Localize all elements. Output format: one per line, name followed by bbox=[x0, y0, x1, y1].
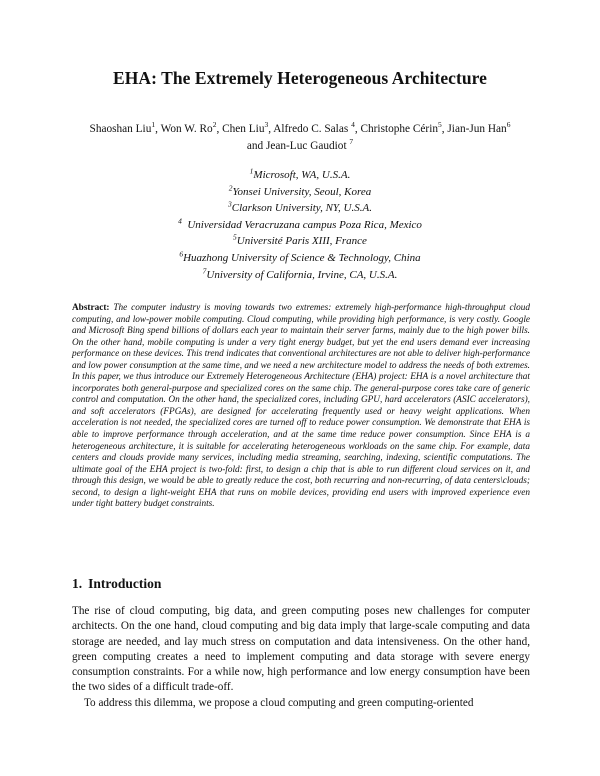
author: Christophe Cérin$^5$ bbox=[360, 120, 442, 135]
author: Jian-Jun Han$^6$ bbox=[447, 120, 511, 135]
affiliation: $^6$Huazhong University of Science & Technology, China bbox=[179, 249, 421, 264]
author: Won W. Ro$^2$ bbox=[160, 120, 217, 135]
affiliation: $^7$University of California, Irvine, CA, U.S.A. bbox=[202, 265, 398, 281]
abstract bbox=[72, 303, 530, 511]
affiliation: $^3$Clarkson University, NY, U.S.A. bbox=[228, 199, 372, 215]
section-title: Introduction bbox=[88, 576, 162, 591]
paragraph: To address this dilemma, we propose a cloud computing and green computing-oriented bbox=[84, 696, 474, 709]
author: Alfredo C. Salas $^4$ bbox=[273, 120, 355, 135]
introduction-body bbox=[72, 604, 530, 711]
affiliation: $^4$ Universidad Veracruzana campus Poza Rica, Mexico bbox=[178, 216, 422, 231]
paper-title: EHA: The Extremely Heterogeneous Architecture bbox=[113, 68, 487, 88]
section-heading bbox=[72, 576, 161, 592]
paragraph: The rise of cloud computing, big data, and green computing poses new challenges for computer architects. On the one hand, cloud computing and big data imply that large-scale computing and data storage are needed, and lay much stress on computation and data intensiveness. On the other hand, green computing creates a need to implement computing and data storage with severe energy consumption constraints. For a while now, high performance and low energy consumption have been the two sides of a difficult trade-off. bbox=[72, 605, 530, 694]
affiliation: $^2$Yonsei University, Seoul, Korea bbox=[228, 182, 372, 198]
author-joiner: and bbox=[246, 140, 264, 152]
abstract-text: The computer industry is moving towards two extremes: extremely high-performance high-throughput cloud computing, and low-power mobile computing. Cloud computing, while providing high performance, is very costly. Google and Microsoft Bing spend billions of dollars each year to maintain their server farms, mainly due to the high power bills. On the other hand, mobile computing is under a very tight energy budget, but yet the end users demand ever increasing performance on these devices. This trend indicates that conventional architectures are not able to deliver high-performance and low power consumption at the same time, and we need a new architecture model to address the needs of both extremes. In this paper, we thus introduce our Extremely Heterogeneous Architecture (EHA) project: EHA is a novel architecture that incorporates both general-purpose and specialized cores on the same chip. The general-purpose cores take care of generic control and computation. On the other hand, the specialized cores, including GPU, hard accelerators (ASIC accelerators), and soft accelerators (FPGAs), are designed for accelerating frequently used or heavy weight applications. When acceleration is not needed, the specialized cores are turned off to reduce power consumption. We demonstrate that EHA is able to improve performance through acceleration, and at the same time reduce power consumption. Since EHA is a heterogeneous architecture, it is suitable for accelerating heterogeneous workloads on the same chip. For example, data centers and clouds provide many services, including media streaming, searching, indexing, scientific computations. The ultimate goal of the EHA project is two-fold: first, to design a chip that is able to run different cloud services on it, and through this design, we would be able to greatly reduce the cost, both recurring and non-recurring, of data centers\clouds; second, to design a light-weight EHA that runs on mobile devices, providing end users with improved experience even under tight battery budget constraints. bbox=[72, 303, 531, 510]
author-list: Shaoshan Liu$^1$, Won W. Ro$^2$, Chen Liu$^3$, Alfredo C. Salas $^4$, Christophe Cérin$^5$, Jian-Jun Han$^6$ and Jean-Luc Gaudiot $^7$ bbox=[89, 120, 511, 152]
author: Jean-Luc Gaudiot $^7$ bbox=[265, 137, 354, 152]
section-number: 1. bbox=[72, 576, 83, 591]
affiliation: $^1$Microsoft, WA, U.S.A. bbox=[249, 166, 351, 181]
author: Shaoshan Liu$^1$ bbox=[89, 120, 156, 135]
affiliation: $^5$Université Paris XIII, France bbox=[233, 232, 367, 248]
affiliation-list bbox=[0, 167, 600, 283]
abstract-label: Abstract: bbox=[72, 303, 110, 313]
author: Chen Liu$^3$ bbox=[222, 120, 269, 135]
